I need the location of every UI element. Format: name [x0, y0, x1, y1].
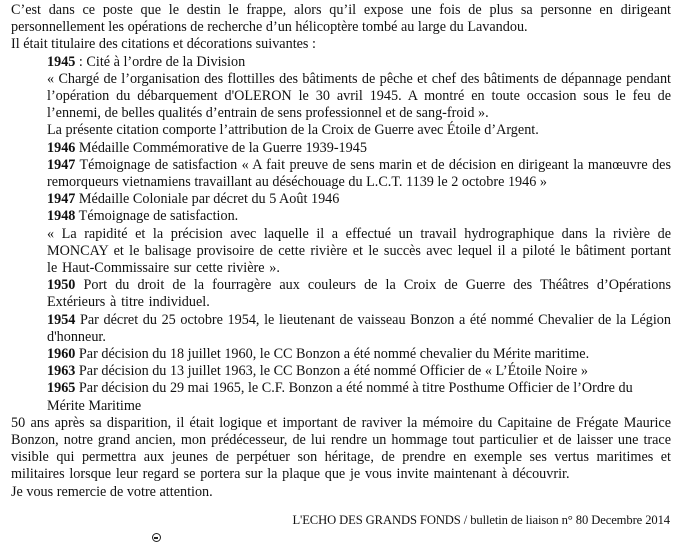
- entry-text: Par décret du 25 octobre 1954, le lieutenant de vaisseau Bonzon a été nommé Chevalier de la Légion d'honneur.: [47, 311, 671, 345]
- entry-year: 1954: [47, 311, 76, 328]
- footer-citation: L'ECHO DES GRANDS FONDS / bulletin de liaison n° 80 Decembre 2014: [292, 513, 670, 527]
- entry-text: La présente citation comporte l’attribution de la Croix de Guerre avec Étoile d’Argent.: [47, 122, 539, 139]
- entry-1947a: [11, 157, 671, 191]
- citation-1945: [11, 71, 671, 123]
- entry-year: 1965: [47, 380, 76, 397]
- entry-year: 1950: [47, 277, 76, 294]
- entry-year: 1947: [47, 191, 76, 208]
- entry-text: : Cité à l’ordre de la Division: [75, 53, 246, 70]
- entry-text: Port du droit de la fourragère aux couleurs de la Croix de Guerre des Théâtres d’Opérations Extérieurs à titre individuel.: [47, 277, 671, 311]
- entry-1960: [11, 346, 671, 363]
- entry-text: Médaille Commémorative de la Guerre 1939-1945: [75, 139, 367, 156]
- circle-minus-icon: [152, 533, 161, 542]
- entry-1948: [11, 208, 671, 225]
- entry-1945: [11, 54, 671, 71]
- entry-text: « Chargé de l’organisation des flottilles des bâtiments de pêche et chef des bâtiments de dépannage pendant l’opération du débarquement d'OLERON le 30 avril 1945. A montré en toute occasion sous le feu de l’ennemi, de belles qualités d’entrain de sens professionnel et de sang-froid ».: [47, 70, 671, 122]
- entry-1950: [11, 277, 671, 311]
- entry-1954: [11, 312, 671, 346]
- document-body: [11, 2, 671, 501]
- thanks-line: Je vous remercie de votre attention.: [11, 483, 213, 500]
- entry-1965: [11, 380, 671, 414]
- intro-paragraph: C’est dans ce poste que le destin le frappe, alors qu’il expose une fois de plus sa personne en dirigeant personnellement les opérations de recherche d’un hélicoptère tombé au large du Lavandou.: [11, 2, 671, 36]
- entry-year: 1945: [47, 53, 76, 70]
- entry-text: Par décision du 18 juillet 1960, le CC Bonzon a été nommé chevalier du Mérite maritime.: [75, 346, 590, 363]
- entry-text: Par décision du 29 mai 1965, le C.F. Bonzon a été nommé à titre Posthume Officier de l’Ordre du Mérite Maritime: [47, 380, 633, 414]
- closing-paragraph: 50 ans après sa disparition, il était logique et important de raviver la mémoire du Capitaine de Frégate Maurice Bonzon, notre grand ancien, mon prédécesseur, de lui rendre un hommage tout particulier et de laisser une trace visible qui permettra aux jeunes de perpétuer son héritage, de prendre en exemple ses vertus maritimes et militaires lorsque leur regard se portera sur la plaque que je vous invite maintenant à découvrir.: [11, 414, 671, 483]
- entry-year: 1960: [47, 346, 76, 363]
- entry-year: 1963: [47, 363, 76, 380]
- entry-1947b: [11, 191, 671, 208]
- entry-1946: [11, 140, 671, 157]
- entry-year: 1948: [47, 208, 76, 225]
- entry-text: « La rapidité et la précision avec laquelle il a effectué un travail hydrographique dans la rivière de MONCAY et le balisage provisoire de cette rivière et le succès avec lequel il a piloté le bâtiment portant le Haut-Commissaire sur cette rivière ».: [47, 225, 671, 277]
- entry-text: Témoignage de satisfaction.: [75, 208, 239, 225]
- entry-text: Par décision du 13 juillet 1963, le CC Bonzon a été nommé Officier de « L’Étoile Noire »: [75, 363, 588, 380]
- entry-text: Médaille Coloniale par décret du 5 Août 1946: [75, 191, 340, 208]
- entry-text: Témoignage de satisfaction « A fait preuve de sens marin et de décision en dirigeant la manœuvre des remorqueurs vietnamiens travaillant au déséchouage du L.C.T. 1139 le 2 octobre 1946 »: [47, 156, 671, 191]
- entry-year: 1946: [47, 139, 76, 156]
- decorations-heading: Il était titulaire des citations et décorations suivantes :: [11, 36, 316, 53]
- entry-1963: [11, 363, 671, 380]
- entry-year: 1947: [47, 156, 76, 173]
- citation-note: [11, 122, 671, 139]
- citation-1948: [11, 226, 671, 278]
